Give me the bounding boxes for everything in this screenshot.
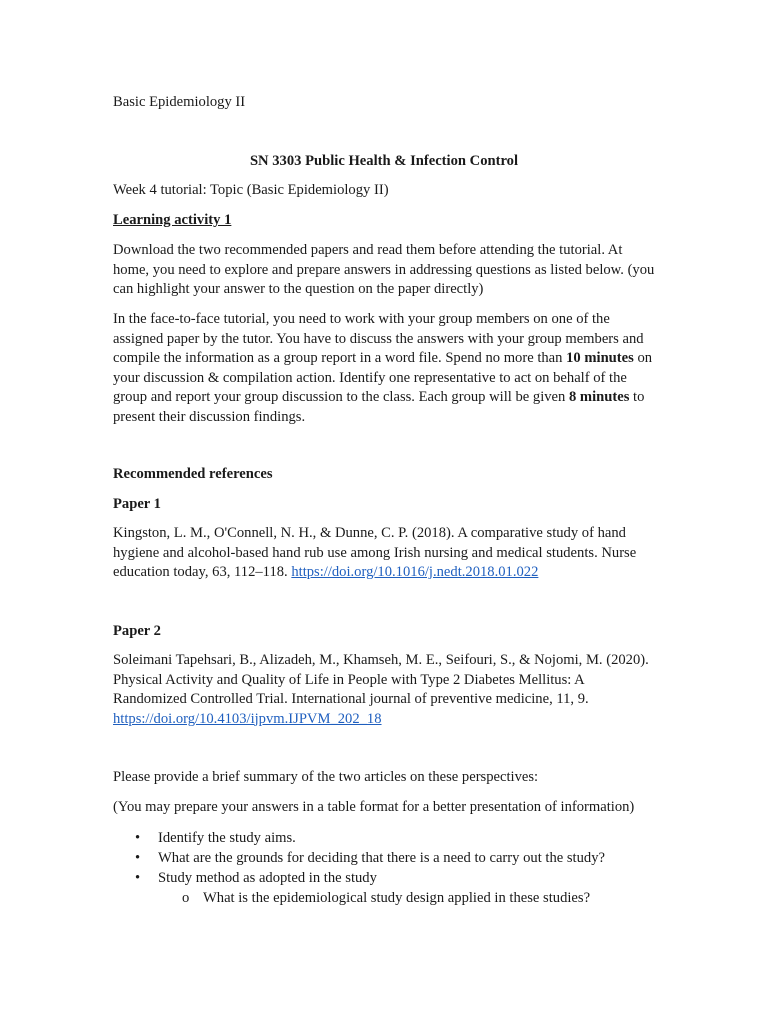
course-title [113,152,655,172]
para2-part-d: to present their discussion findings. [113,389,645,425]
circle-bullet-icon: o [182,890,190,906]
list-item [113,848,673,868]
para2-part-a: In the face-to-face tutorial, you need to work with your group members on one of the assigned paper by the tutor. You have to discuss the answers with your group members and compile the information as a group report in a word file. Spend no more than [113,311,644,366]
list-item-text: Identify the study aims. [158,830,296,846]
para2-part-c: on your discussion & compilation action. Identify one representative to act on behalf of the group and report your group discussion to the class. Each group will be given [113,350,653,405]
paper-2-heading-text: Paper 2 [113,623,161,639]
instructions-paragraph-2 [113,310,661,427]
para2-bold-8-minutes: 8 minutes [568,389,630,405]
sub-list [113,888,673,908]
bullet-icon: • [135,850,141,866]
references-heading-text: Recommended references [113,466,273,482]
summary-prompt: Please provide a brief summary of the two articles on these perspectives: [113,769,539,785]
activity-heading-text: Learning activity 1 [113,212,232,228]
list-item-text: Study method as adopted in the study [158,870,377,886]
list-item [113,828,673,848]
paper-2-citation [113,651,661,729]
sub-list-item [113,888,673,908]
paper-1-citation [113,524,661,583]
perspective-list [113,828,673,888]
paper-1-citation-text: Kingston, L. M., O'Connell, N. H., & Dunne, C. P. (2018). A comparative study of hand hygiene and alcohol-based hand rub use among Irish nursing and medical students. Nurse education today, 63, 112–118. [113,525,637,580]
bullet-icon: • [135,830,141,846]
sub-list-item-text: What is the epidemiological study design applied in these studies? [203,890,591,906]
week-line: Week 4 tutorial: Topic (Basic Epidemiology II) [113,182,389,198]
paper-2-heading [113,622,661,642]
page-header: Basic Epidemiology II [113,94,246,110]
paper-2-doi-link[interactable]: https://doi.org/10.4103/ijpvm.IJPVM_202_18 [113,710,382,727]
para2-bold-10-minutes: 10 minutes [566,350,634,366]
paper-1-doi-link[interactable]: https://doi.org/10.1016/j.nedt.2018.01.022 [291,564,539,580]
paper-1-heading [113,495,661,515]
instructions-paragraph-1: Download the two recommended papers and read them before attending the tutorial. At home, you need to explore and prepare answers in addressing questions as listed below. (you can highlight your answer to the question on the paper directly) [113,242,655,297]
list-item [113,868,673,888]
list-item-text: What are the grounds for deciding that there is a need to carry out the study? [158,850,605,866]
references-heading [113,465,661,485]
course-title-text: SN 3303 Public Health & Infection Control [249,153,519,169]
summary-note: (You may prepare your answers in a table format for a better presentation of information) [113,799,635,815]
paper-1-heading-text: Paper 1 [113,496,161,512]
activity-heading [113,211,661,231]
paper-2-citation-text: Soleimani Tapehsari, B., Alizadeh, M., Khamseh, M. E., Seifouri, S., & Nojomi, M. (2020). Physical Activity and Quality of Life in People with Type 2 Diabetes Mellitus: A Randomized Controlled Trial. International journal of preventive medicine, 11, 9. [113,652,649,707]
bullet-icon: • [135,870,141,886]
